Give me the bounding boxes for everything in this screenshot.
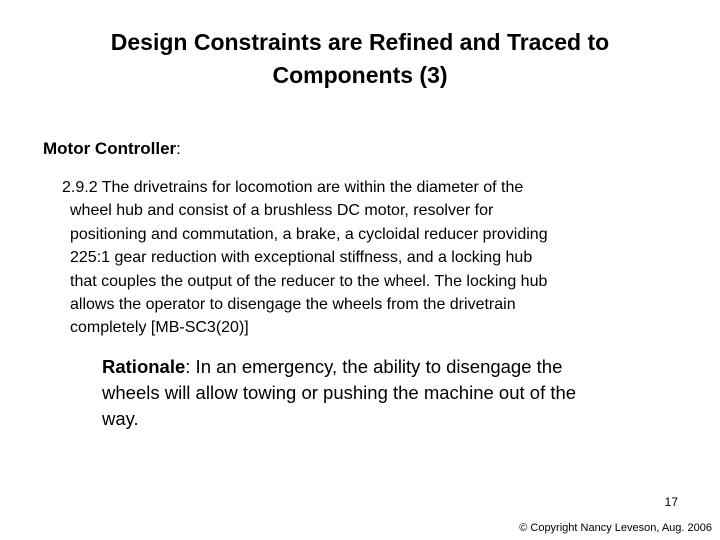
requirement-text — [62, 176, 682, 340]
requirement-line: that couples the output of the reducer to the wheel. The locking hub — [70, 272, 548, 290]
requirement-line: completely [MB-SC3(20)] — [70, 319, 249, 337]
section-heading-colon: : — [176, 139, 181, 158]
rationale-label: Rationale — [102, 356, 186, 377]
rationale-line: wheels will allow towing or pushing the machine out of the — [102, 382, 577, 403]
copyright-notice: © Copyright Nancy Leveson, Aug. 2006 — [519, 522, 712, 534]
rationale-line: way. — [102, 408, 139, 429]
section-heading — [43, 138, 181, 160]
page-number: 17 — [664, 495, 678, 509]
requirement-line: allows the operator to disengage the wheels from the drivetrain — [70, 296, 516, 314]
requirement-line: positioning and commutation, a brake, a cycloidal reducer providing — [70, 225, 548, 243]
requirement-line: 225:1 gear reduction with exceptional stiffness, and a locking hub — [70, 249, 533, 267]
rationale-line — [102, 354, 692, 380]
requirement-line: 2.9.2 The drivetrains for locomotion are within the diameter of the — [62, 179, 524, 196]
slide-title — [20, 26, 700, 92]
slide-title-line-2: Components (3) — [272, 62, 448, 88]
section-heading-label: Motor Controller — [43, 139, 177, 158]
requirement-line: wheel hub and consist of a brushless DC motor, resolver for — [70, 202, 494, 220]
rationale-line-1-rest: : In an emergency, the ability to disengage the — [185, 356, 563, 377]
slide-title-line-1: Design Constraints are Refined and Traced to — [110, 29, 610, 55]
rationale-text — [102, 354, 692, 432]
